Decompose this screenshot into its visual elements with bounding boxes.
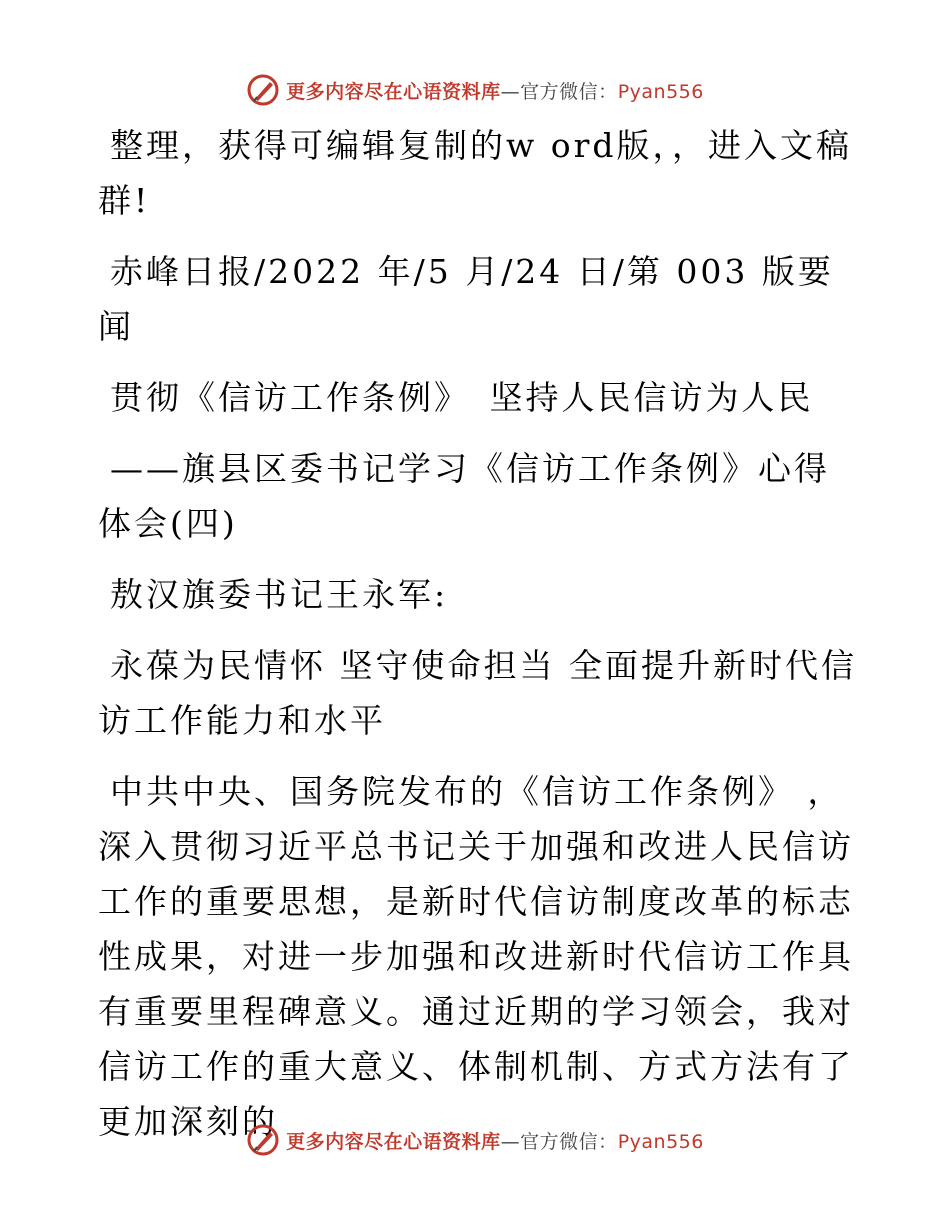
source-line: 赤峰日报/2022 年/5 月/24 日/第 003 版要闻 <box>98 252 834 346</box>
footer-banner-text <box>286 1127 704 1154</box>
article-title: 贯彻《信访工作条例》 坚持人民信访为人民 <box>110 378 814 417</box>
quill-logo-icon <box>246 73 280 107</box>
intro-paragraph: 整理，获得可编辑复制的w ord版，，进入文稿群! <box>98 126 853 220</box>
banner-site-name: 更多内容尽在心语资料库 <box>286 1130 501 1153</box>
banner-wechat-id: Pyan556 <box>617 80 704 103</box>
body-paragraph: 中共中央、国务院发布的《信访工作条例》 ，深入贯彻习近平总书记关于加强和改进人民信访工作的重要思想，是新时代信访制度改革的标志性成果，对进一步加强和改进新时代信访工作具有重要里程碑意义。通过近期的学习领会，我对信访工作的重大意义、体制机制、方式方法有了更加深刻的 <box>98 772 854 1141</box>
banner-site-name: 更多内容尽在心语资料库 <box>286 80 501 103</box>
banner-wechat-label: —官方微信： <box>500 80 618 103</box>
document-body <box>98 118 858 1165</box>
article-subtitle: ——旗县区委书记学习《信访工作条例》心得体会(四) <box>98 449 830 543</box>
author-line: 敖汉旗委书记王永军: <box>110 575 449 614</box>
header-banner-text <box>286 77 704 104</box>
banner-wechat-id: Pyan556 <box>617 1130 704 1153</box>
section-heading: 永葆为民情怀 坚守使命担当 全面提升新时代信访工作能力和水平 <box>98 646 857 740</box>
header-banner <box>0 70 950 110</box>
quill-logo-icon <box>246 1123 280 1157</box>
footer-banner <box>0 1120 950 1160</box>
banner-wechat-label: —官方微信： <box>500 1130 618 1153</box>
